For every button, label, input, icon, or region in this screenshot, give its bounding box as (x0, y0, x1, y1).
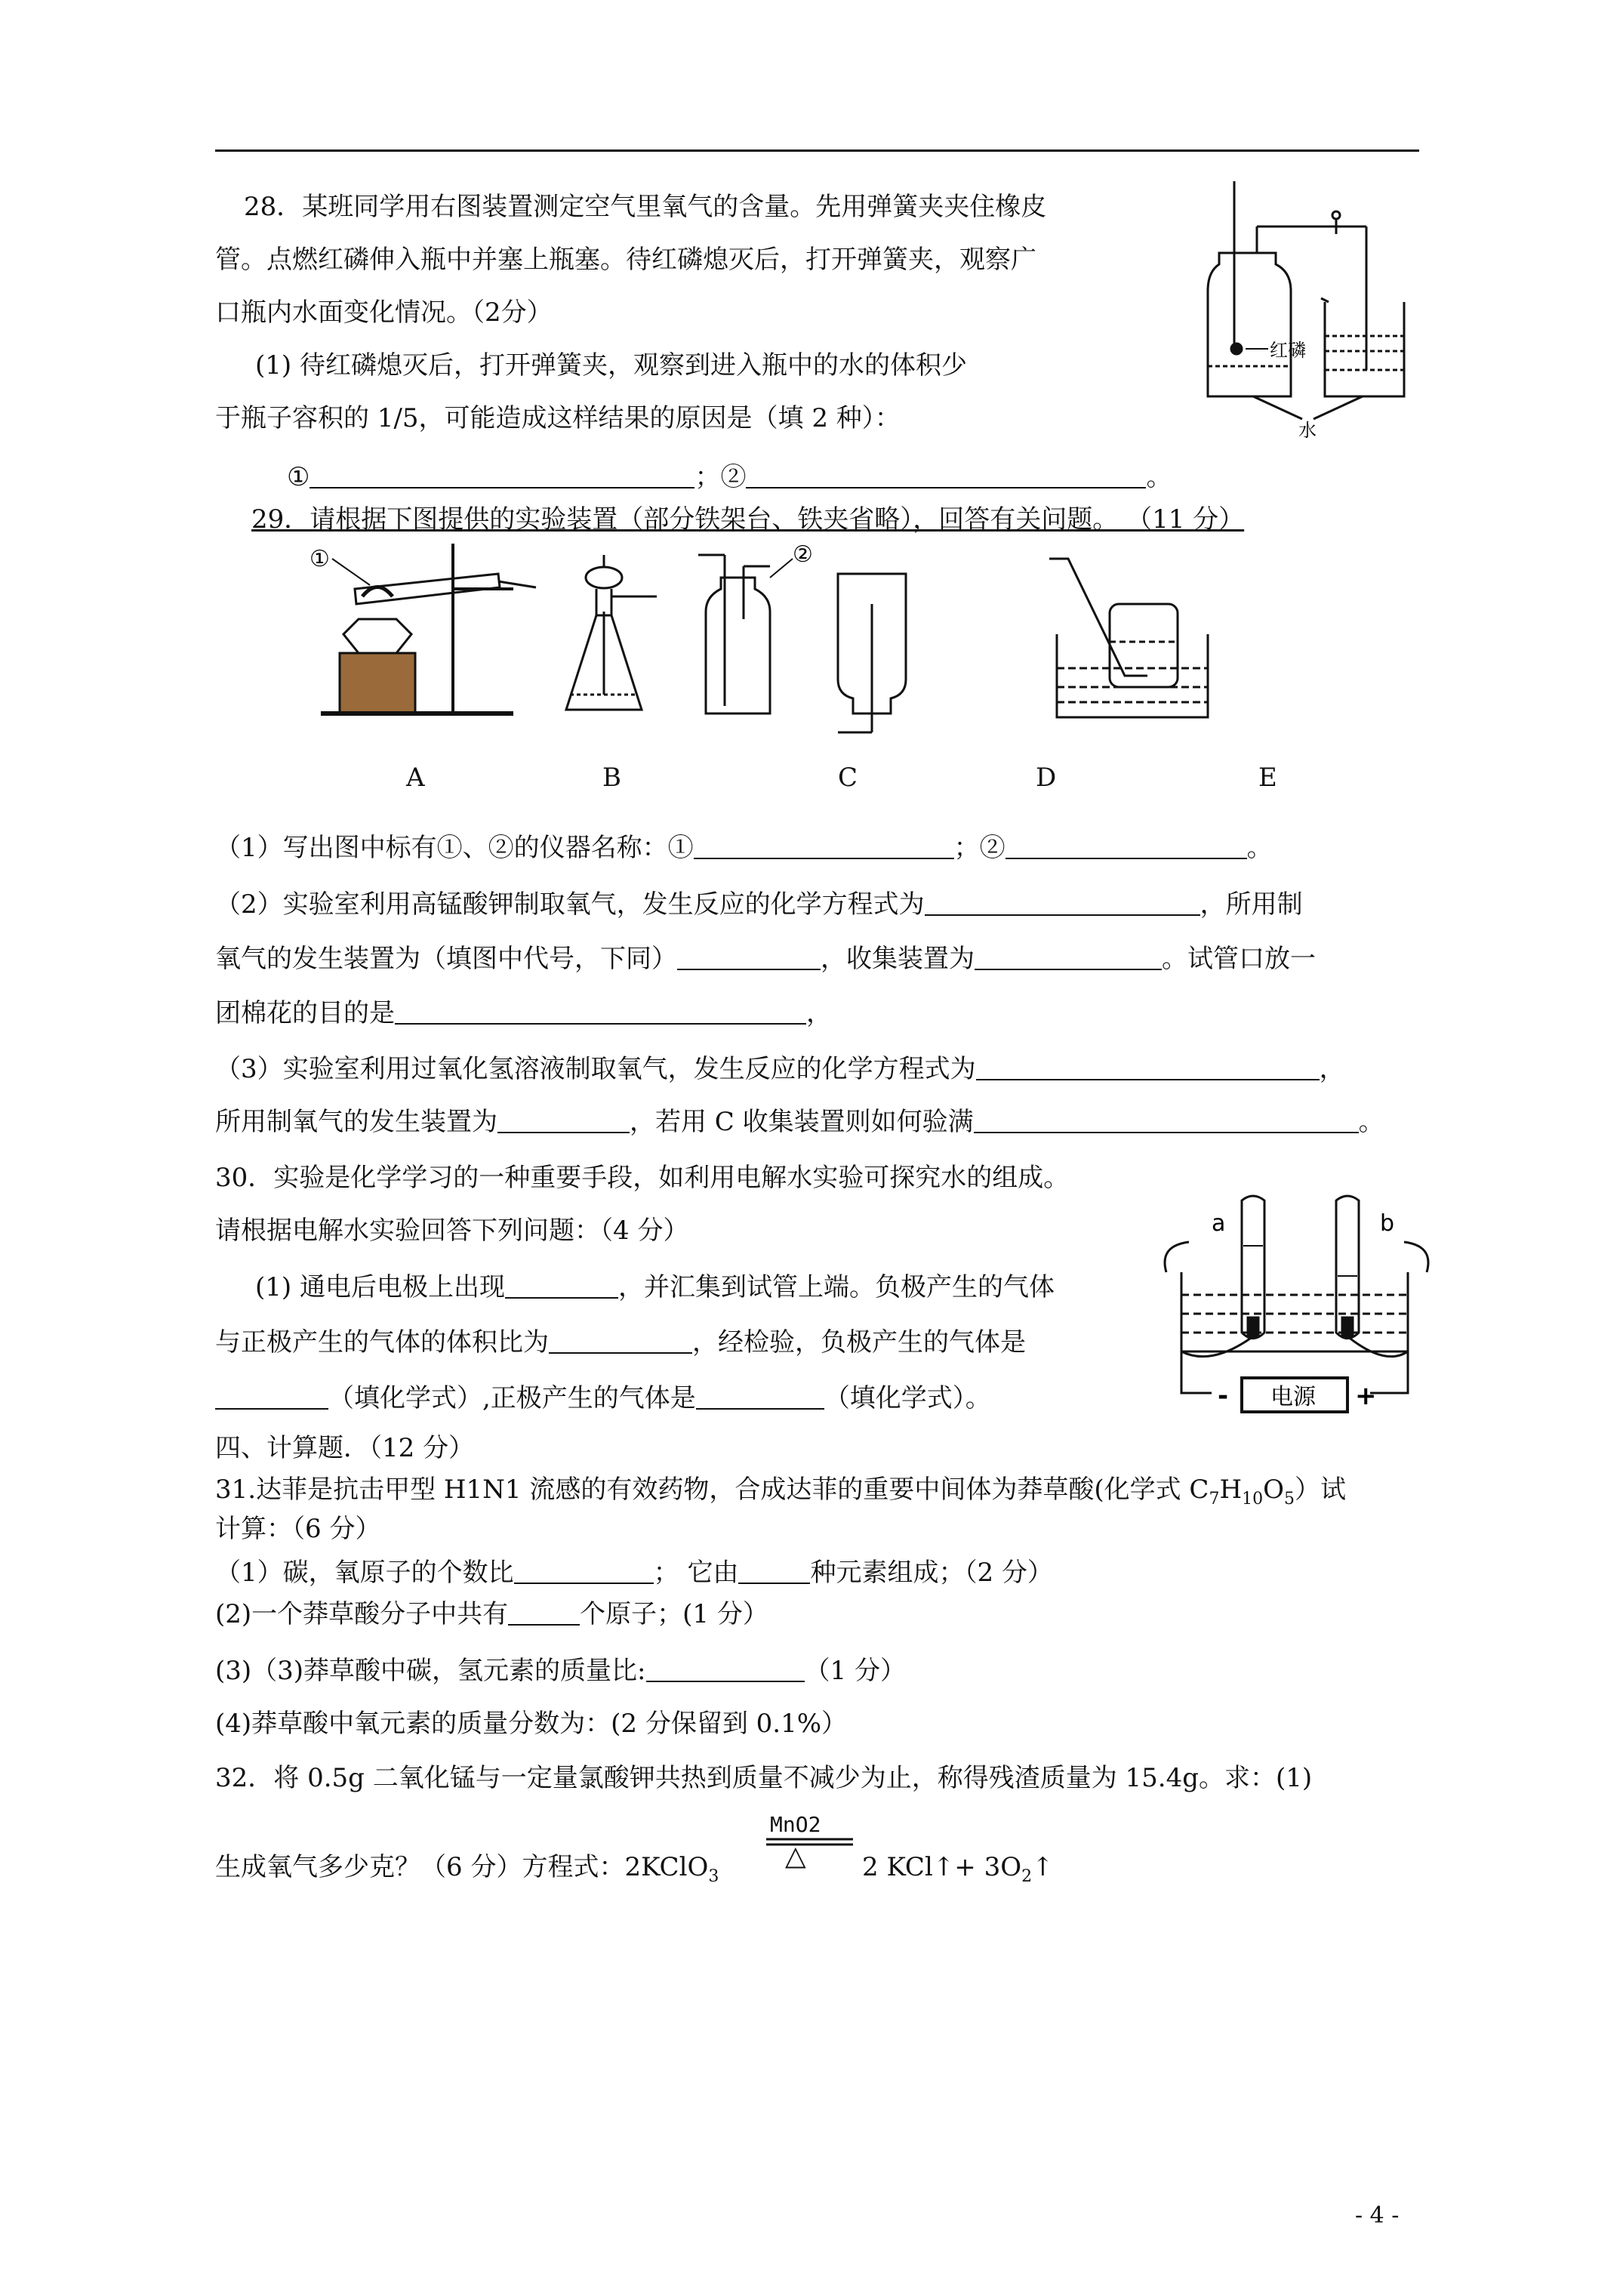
q29-part3-line2: 所用制氧气的发生装置为 ，若用 C 收集装置则如何验满 。 (215, 1107, 1384, 1137)
q30-fig-label-b: b (1380, 1210, 1395, 1237)
q30-blank-2[interactable] (549, 1328, 692, 1354)
q30-plus-label: + (1355, 1381, 1377, 1411)
q28-fig-label-phosphorus: 红磷 (1270, 340, 1306, 361)
q28-line4: (1) 待红磷熄灭后，打开弹簧夹，观察到进入瓶中的水的体积少 (255, 350, 967, 381)
q29-apparatus-figure (287, 541, 1449, 740)
q32-heat-symbol: △ (785, 1841, 806, 1872)
q29-part1: （1）写出图中标有①、②的仪器名称：① ；② 。 (215, 833, 1273, 863)
q32-line2-left: 生成氧气多少克？（6 分）方程式：2KClO$_3$ (215, 1852, 719, 1886)
q30-line3: (1) 通电后电极上出现 ，并汇集到试管上端。负极产生的气体 (255, 1272, 1055, 1302)
q31-part3: (3)（3)莽草酸中碳，氢元素的质量比: （1 分） (215, 1656, 906, 1686)
q29-part2-line3: 团棉花的目的是 ， (215, 998, 832, 1028)
q31-part4: (4)莽草酸中氧元素的质量分数为：(2 分保留到 0.1%） (215, 1709, 848, 1739)
q30-fig-label-a: a (1212, 1210, 1226, 1237)
q29-blank-6[interactable] (395, 999, 806, 1025)
q29-marker-2: ② (793, 541, 813, 568)
q28-answer-line: ① ；② 。 (287, 462, 1172, 492)
q29-blank-8[interactable] (497, 1108, 630, 1133)
q31-blank-2[interactable] (738, 1558, 810, 1584)
q29-part2-line2: 氧气的发生装置为（填图中代号，下同） ，收集装置为 。试管口放一 (215, 944, 1316, 974)
q31-line1: 31.达菲是抗击甲型 H1N1 流感的有效药物，合成达菲的重要中间体为莽草酸(化学式 $C_7H_{10}O_5$）试 (215, 1475, 1346, 1509)
apparatus-label-c: C (838, 763, 858, 793)
apparatus-label-b: B (602, 763, 621, 793)
q30-blank-4[interactable] (696, 1384, 824, 1410)
q28-line2: 管。点燃红磷伸入瓶中并塞上瓶塞。待红磷熄灭后，打开弹簧夹，观察广 (215, 245, 1036, 275)
q31-part2: (2)一个莽草酸分子中共有 个原子；(1 分） (215, 1599, 768, 1629)
q29-blank-7[interactable] (976, 1055, 1320, 1080)
q30-line5: （填化学式）,正极产生的气体是 （填化学式）。 (215, 1383, 991, 1413)
section4-title: 四、计算题．（12 分） (215, 1433, 475, 1463)
q31-part1: （1）碳，氧原子的个数比 ； 它由 种元素组成；（2 分） (215, 1558, 1053, 1588)
header-rule (215, 149, 1419, 152)
q30-blank-1[interactable] (505, 1273, 618, 1299)
q29-line1: 29．请根据下图提供的实验装置（部分铁架台、铁夹省略），回答有关问题。 （11 分） (251, 504, 1245, 535)
q30-blank-3[interactable] (215, 1384, 328, 1410)
q32-catalyst-label: MnO2 (770, 1812, 821, 1837)
q31-line2: 计算：（6 分） (215, 1514, 381, 1544)
q28-blank-1[interactable] (310, 463, 694, 488)
apparatus-label-e: E (1258, 763, 1277, 793)
q29-blank-2[interactable] (1006, 834, 1247, 859)
q30-power-label: 电源 (1270, 1384, 1316, 1410)
q28-line5: 于瓶子容积的 1/5，可能造成这样结果的原因是（填 2 种）： (215, 403, 901, 433)
q28-apparatus-figure (1178, 181, 1427, 441)
q29-blank-4[interactable] (677, 945, 821, 970)
q29-blank-1[interactable] (694, 834, 954, 859)
q31-blank-1[interactable] (514, 1558, 654, 1584)
apparatus-label-d: D (1036, 763, 1057, 793)
q29-marker-1: ① (310, 546, 330, 572)
q29-part3-line1: （3）实验室利用过氧化氢溶液制取氧气，发生反应的化学方程式为 ， (215, 1054, 1345, 1084)
q28-fig-label-water: 水 (1298, 420, 1317, 441)
q30-line2: 请根据电解水实验回答下列问题：（4 分） (215, 1216, 689, 1246)
q31-blank-3[interactable] (508, 1600, 580, 1626)
q30-minus-label: - (1218, 1381, 1229, 1411)
apparatus-label-a: A (406, 763, 425, 793)
q30-line4: 与正极产生的气体的体积比为 ，经检验，负极产生的气体是 (215, 1327, 1026, 1358)
q30-line1: 30．实验是化学学习的一种重要手段，如利用电解水实验可探究水的组成。 (215, 1163, 1070, 1193)
q31-blank-4[interactable] (646, 1657, 805, 1682)
q32-reaction-condition (766, 1837, 857, 1867)
q28-blank-2[interactable] (746, 463, 1146, 488)
q32-line1: 32．将 0.5g 二氧化锰与一定量氯酸钾共热到质量不减少为止，称得残渣质量为 15.4g。求：(1) (215, 1763, 1313, 1793)
q30-electrolysis-figure (1166, 1200, 1427, 1435)
q28-line1: 28．某班同学用右图装置测定空气里氧气的含量。先用弹簧夹夹住橡皮 (244, 192, 1047, 222)
q32-line2-right: 2 KCl↑+ $3O_2↑$ (862, 1852, 1054, 1886)
q29-blank-9[interactable] (974, 1108, 1359, 1133)
q29-part2-line1: （2）实验室利用高锰酸钾制取氧气，发生反应的化学方程式为 ，所用制 (215, 889, 1303, 920)
q29-blank-5[interactable] (975, 945, 1162, 970)
q28-line3: 口瓶内水面变化情况。（2分） (215, 297, 553, 328)
q29-blank-3[interactable] (925, 890, 1200, 916)
page-number: - 4 - (1355, 2202, 1400, 2229)
